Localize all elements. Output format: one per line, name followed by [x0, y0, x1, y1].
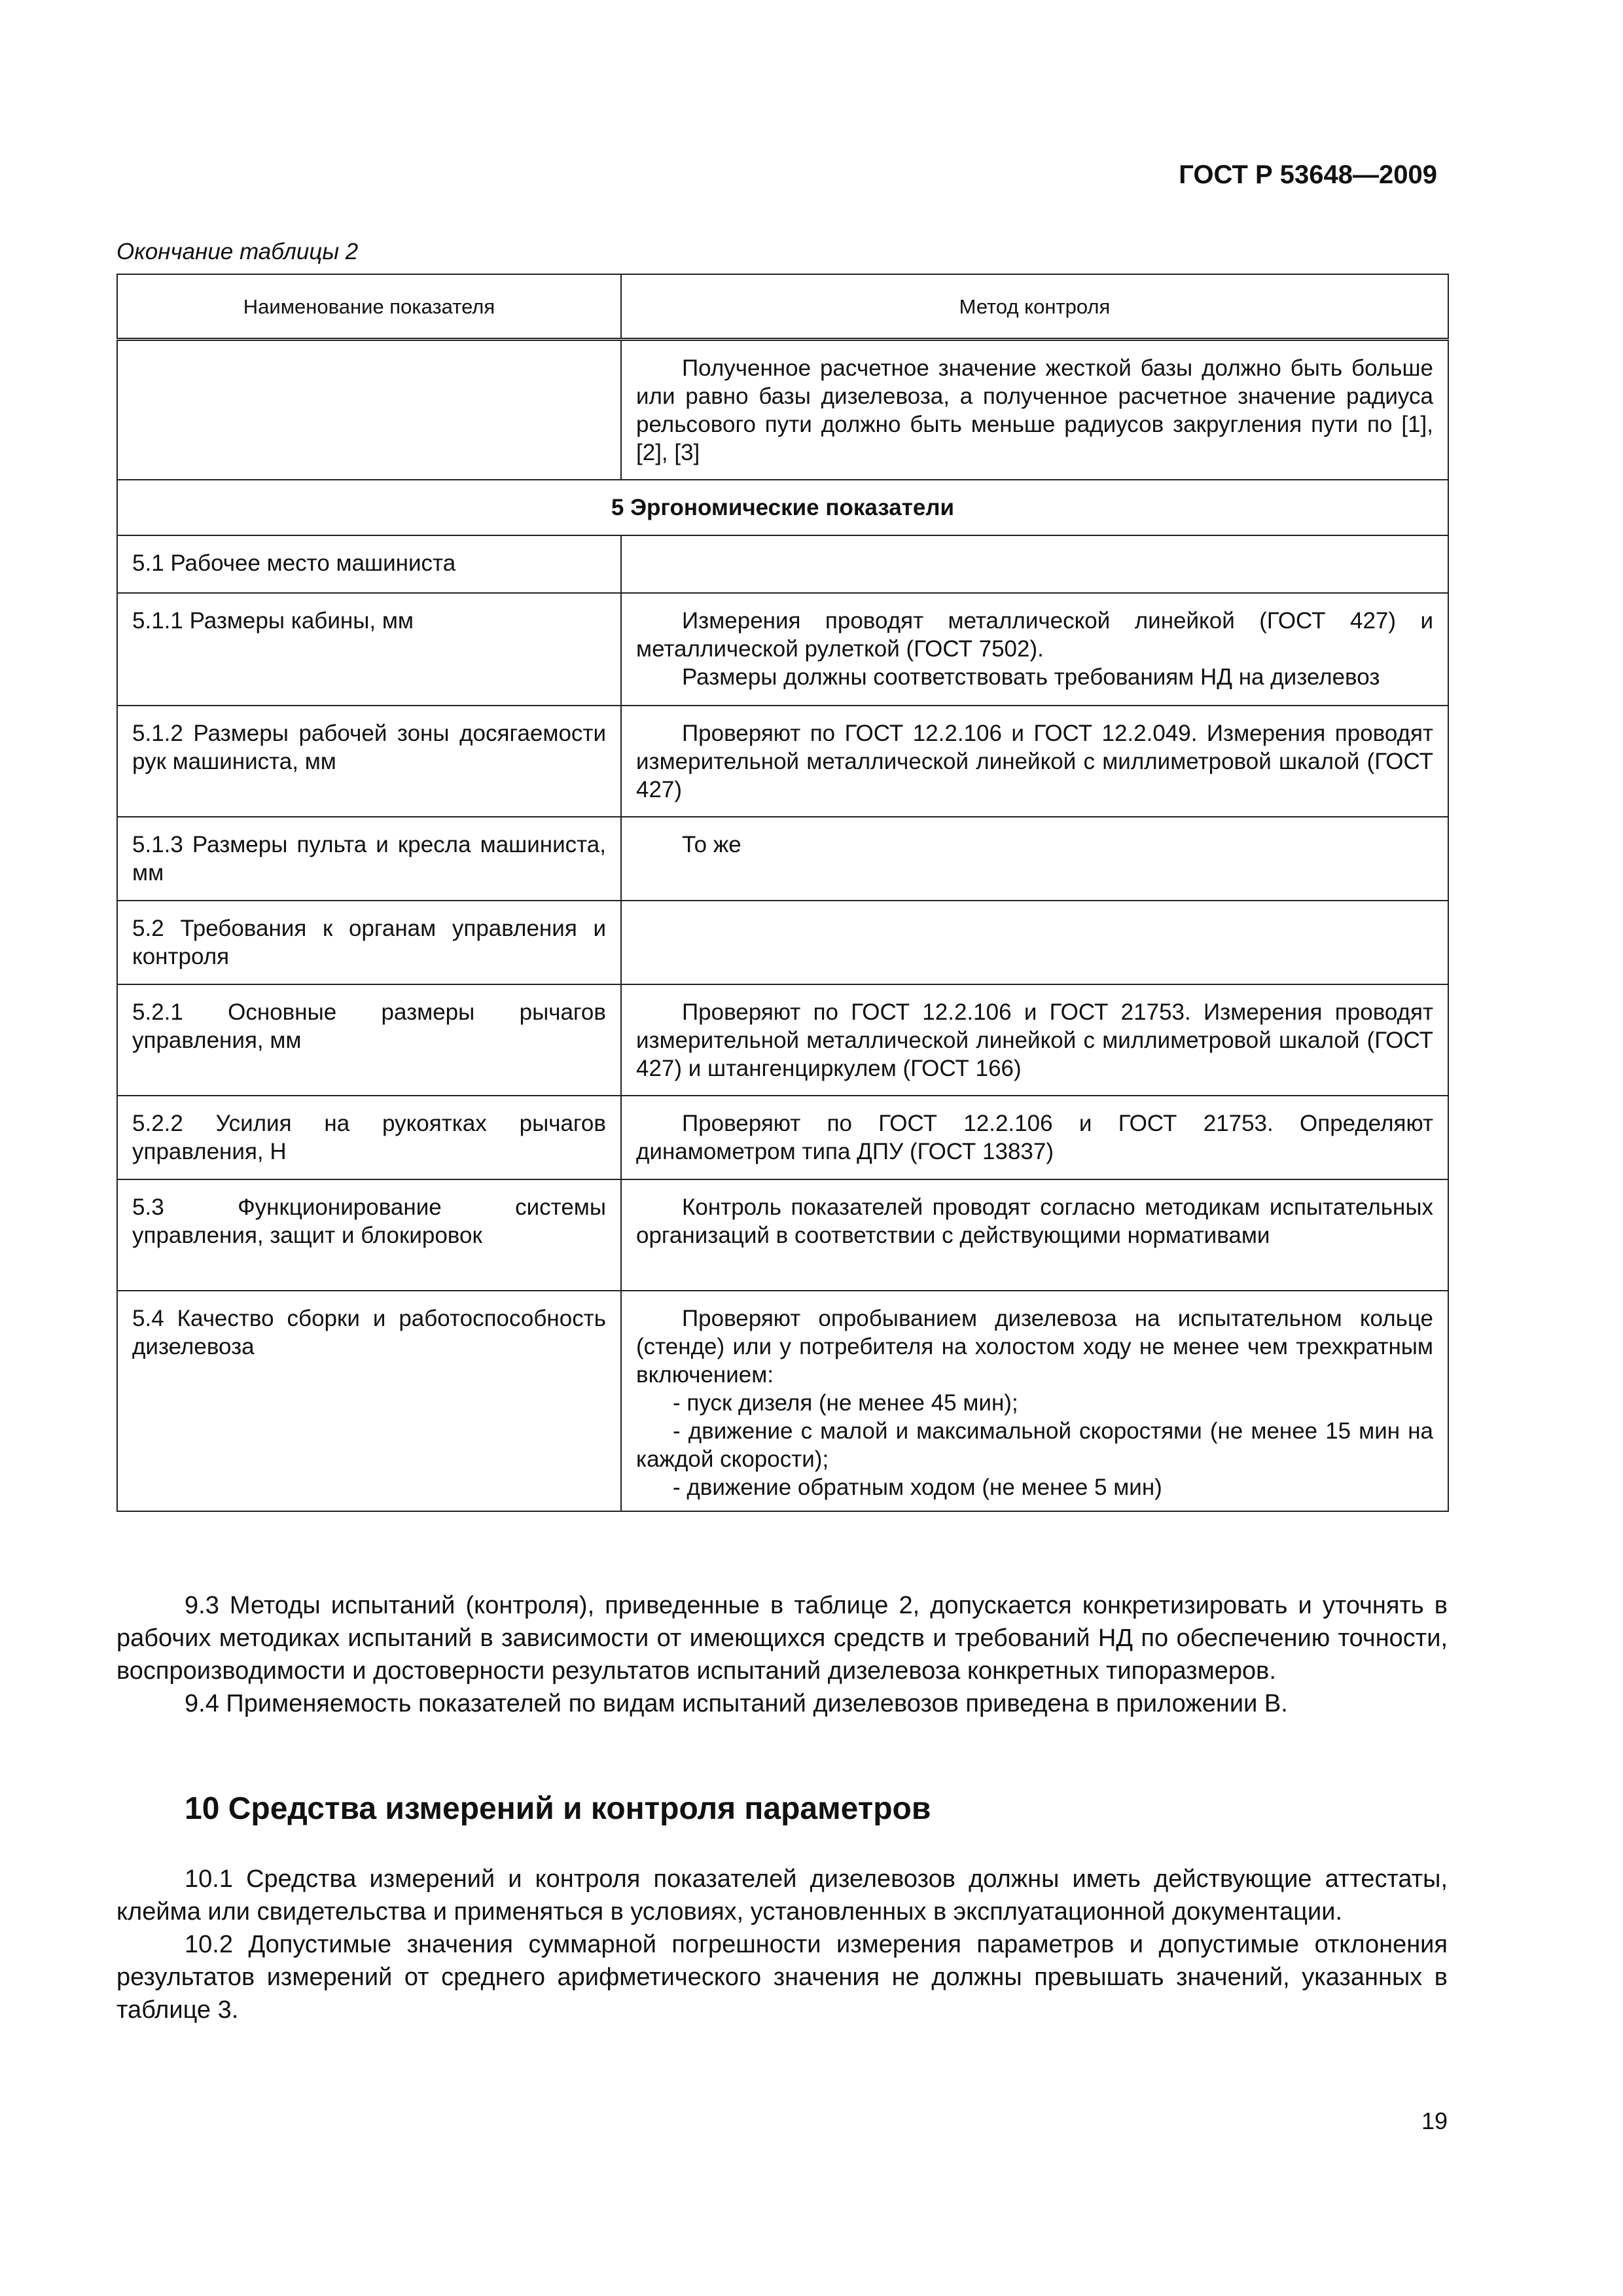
table-cell-name: 5.2.2 Усилия на рукоятках рычагов управления, Н [117, 1096, 621, 1179]
page-number: 19 [1421, 2108, 1448, 2134]
table-cell-name: 5.2.1 Основные размеры рычагов управления, мм [117, 984, 621, 1096]
table-cell-method [621, 593, 1448, 706]
table-cell-name [117, 340, 621, 480]
table-row [117, 984, 1448, 1096]
paragraph-9-4: 9.4 Применяемость показателей по видам испытаний дизелевозов приведена в приложении В. [185, 1690, 1288, 1717]
method-text: Проверяют опробыванием дизелевоза на испытательном кольце (стенде) или у потребителя на холостом ходу не менее чем трехкратным включением: [636, 1305, 1433, 1388]
table-row [117, 535, 1448, 593]
document-code: ГОСТ Р 53648—2009 [1179, 160, 1437, 189]
table-row [117, 1096, 1448, 1179]
table-cell-method: Контроль показателей проводят согласно методикам испытательных организаций в соответствии с действующими нормативами [621, 1179, 1448, 1291]
table-cell-method: Полученное расчетное значение жесткой базы должно быть больше или равно базы дизелевоза, а полученное расчетное значение радиуса рельсового пути должно быть меньше радиусов закругления пути по [1], [2], [3] [621, 340, 1448, 480]
paragraphs-10 [116, 1863, 1448, 2026]
table-section-row [117, 480, 1448, 535]
table-cell-method [621, 535, 1448, 593]
table-cell-name: 5.1.1 Размеры кабины, мм [117, 593, 621, 706]
list-item: - движение с малой и максимальной скоростями (не менее 15 мин на каждой скорости); [636, 1418, 1433, 1472]
section-title: 5 Эргономические показатели [117, 480, 1448, 535]
table-cell-name: 5.1 Рабочее место машиниста [117, 535, 621, 593]
table-cell-name: 5.3 Функционирование системы управления, защит и блокировок [117, 1179, 621, 1291]
list-item: - движение обратным ходом (не менее 5 мин) [673, 1474, 1162, 1500]
table-cell-name: 5.1.2 Размеры рабочей зоны досягаемости рук машиниста, мм [117, 706, 621, 817]
list-item: - пуск дизеля (не менее 45 мин); [673, 1390, 1018, 1416]
table-row [117, 817, 1448, 901]
table-cell-method: То же [621, 817, 1448, 901]
table-2 [116, 274, 1449, 1512]
paragraph-10-2: 10.2 Допустимые значения суммарной погрешности измерения параметров и допустимые отклонения результатов измерений от среднего арифметического значения не должны превышать значений, указанных в таблице 3. [116, 1931, 1448, 2024]
table-row [117, 1291, 1448, 1511]
table-cell-method: Проверяют по ГОСТ 12.2.106 и ГОСТ 21753. Измерения проводят измерительной металлической линейкой с миллиметровой шкалой (ГОСТ 427) и штангенциркулем (ГОСТ 166) [621, 984, 1448, 1096]
table-row [117, 1179, 1448, 1291]
table-cell-name: 5.2 Требования к органам управления и контроля [117, 901, 621, 984]
table-row [117, 706, 1448, 817]
section-10-heading: 10 Средства измерений и контроля параметров [185, 1791, 931, 1826]
table-cell-method [621, 901, 1448, 984]
table-row [117, 340, 1448, 480]
table-row [117, 593, 1448, 706]
table-cell-method [621, 1291, 1448, 1511]
method-text: Измерения проводят металлической линейкой (ГОСТ 427) и металлической рулеткой (ГОСТ 7502). [636, 607, 1433, 662]
column-header-method: Метод контроля [621, 274, 1448, 340]
table-cell-name: 5.1.3 Размеры пульта и кресла машиниста, мм [117, 817, 621, 901]
paragraph-9-3: 9.3 Методы испытаний (контроля), приведенные в таблице 2, допускается конкретизировать и уточнять в рабочих методиках испытаний в зависимости от имеющихся средств и требований НД по обеспечению точности, воспроизводимости и достоверности результатов испытаний дизелевоза конкретных типоразмеров. [116, 1592, 1448, 1685]
table-header-row [117, 274, 1448, 340]
method-text-2: Размеры должны соответствовать требованиям НД на дизелевоз [682, 664, 1380, 690]
table-row [117, 901, 1448, 984]
paragraphs-9 [116, 1589, 1448, 1720]
paragraph-10-1: 10.1 Средства измерений и контроля показателей дизелевозов должны иметь действующие аттестаты, клейма или свидетельства и применяться в условиях, установленных в эксплуатационной документации. [116, 1865, 1448, 1926]
table-cell-name: 5.4 Качество сборки и работоспособность дизелевоза [117, 1291, 621, 1511]
table-cell-method: Проверяют по ГОСТ 12.2.106 и ГОСТ 12.2.049. Измерения проводят измерительной металлической линейкой с миллиметровой шкалой (ГОСТ 427) [621, 706, 1448, 817]
column-header-indicator: Наименование показателя [117, 274, 621, 340]
table-cell-method: Проверяют по ГОСТ 12.2.106 и ГОСТ 21753. Определяют динамометром типа ДПУ (ГОСТ 13837) [621, 1096, 1448, 1179]
table-caption: Окончание таблицы 2 [116, 239, 359, 264]
